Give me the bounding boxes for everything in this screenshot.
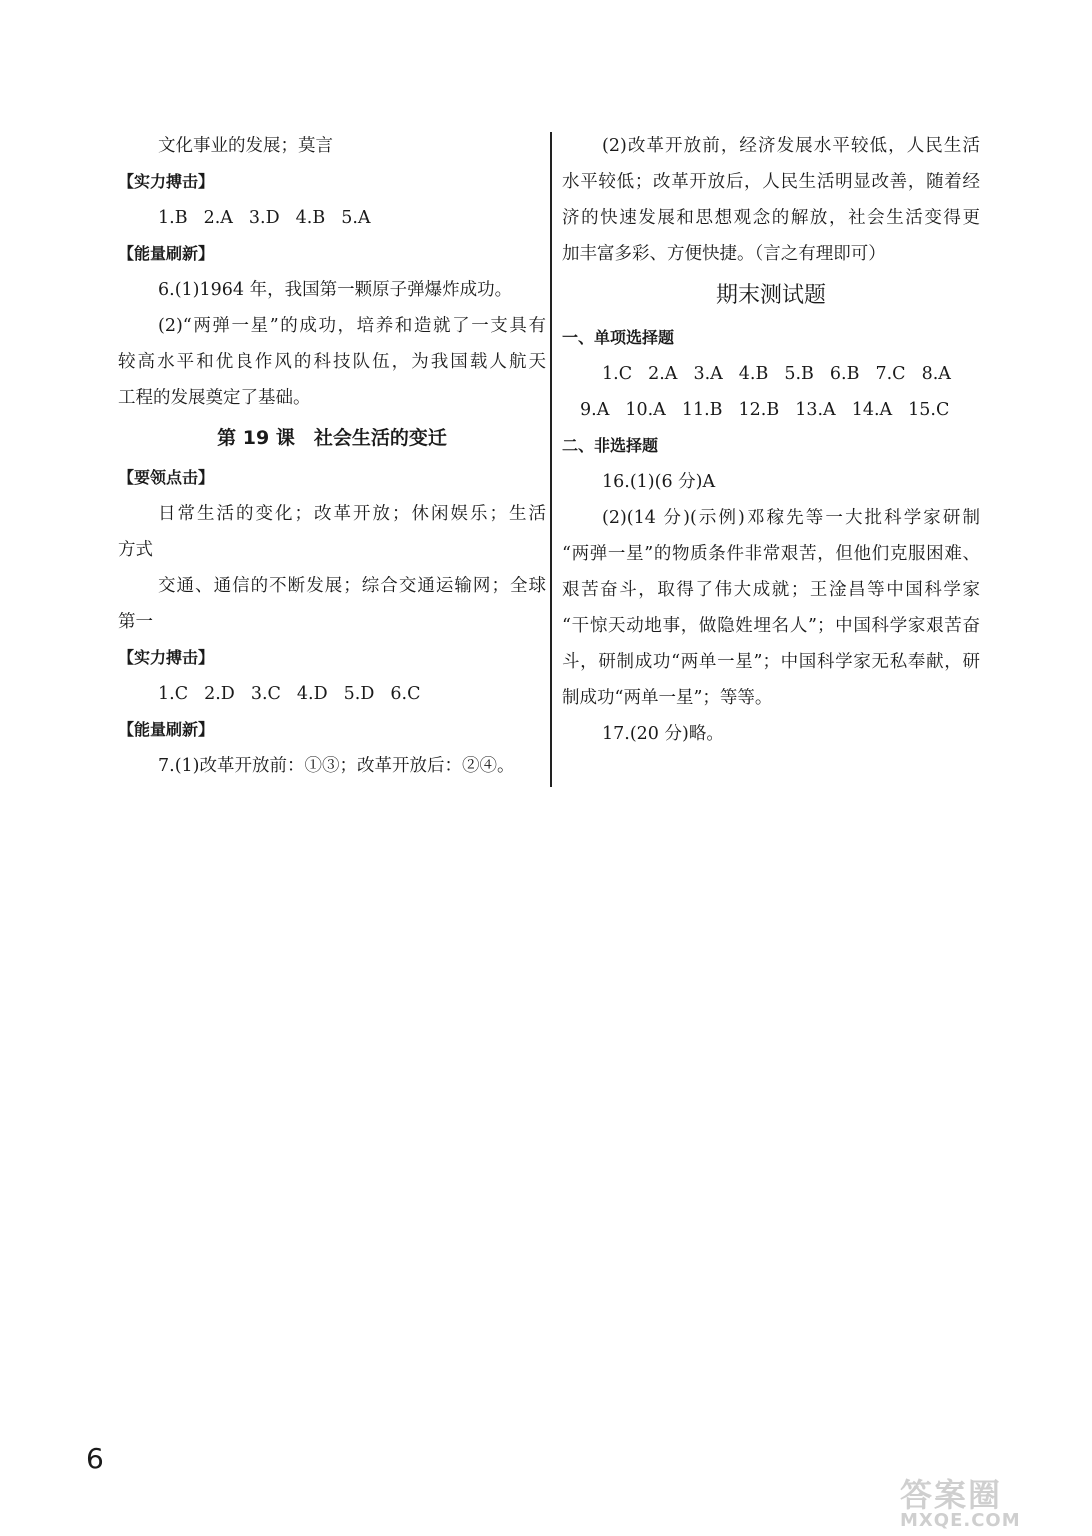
text-line: 斗，研制成功“两单一星”；中国科学家无私奉献，研: [562, 652, 980, 672]
section-heading: 【能量刷新】: [118, 244, 215, 263]
watermark-url: MXQE.COM: [900, 1510, 1021, 1531]
answer: 6.C: [390, 684, 421, 704]
watermark-text: 答案圈: [900, 1476, 1003, 1514]
answer: 11.B: [681, 400, 723, 420]
answer: 12.B: [738, 400, 780, 420]
answer: 5.A: [341, 208, 371, 228]
text-line: 工程的发展奠定了基础。: [118, 388, 311, 408]
column-divider: [550, 132, 552, 787]
answer: 2.A: [648, 364, 678, 384]
text-line: 加丰富多彩、方便快捷。（言之有理即可）: [562, 244, 886, 264]
left-column: [118, 128, 546, 784]
section-heading: 【能量刷新】: [118, 720, 215, 739]
text-line: 6.(1)1964 年，我国第一颗原子弹爆炸成功。: [158, 280, 513, 300]
answer: 15.C: [908, 400, 950, 420]
answer-list: [562, 392, 980, 428]
section-heading: 一、单项选择题: [562, 328, 675, 347]
text-line: 第一: [118, 612, 153, 632]
answer-list: [562, 356, 980, 392]
text-line: 7.(1)改革开放前：①③；改革开放后：②④。: [158, 756, 515, 776]
answer: 1.C: [602, 364, 633, 384]
answer: 7.C: [875, 364, 906, 384]
text-line: 较高水平和优良作风的科技队伍，为我国载人航天: [118, 352, 546, 372]
text-line: 制成功“两单一星”；等等。: [562, 688, 773, 708]
answer: 1.B: [158, 208, 188, 228]
answer: 5.B: [784, 364, 814, 384]
section-heading: 【要领点击】: [118, 468, 215, 487]
answer: 14.A: [851, 400, 893, 420]
lesson-title: 第 19 课 社会生活的变迁: [217, 427, 447, 449]
text-line: 艰苦奋斗，取得了伟大成就；王淦昌等中国科学家: [562, 580, 980, 600]
watermark-logo: [900, 1478, 1080, 1532]
answer: 13.A: [795, 400, 836, 420]
text-line: 济的快速发展和思想观念的解放，社会生活变得更: [562, 208, 980, 228]
text-line: (2)改革开放前，经济发展水平较低，人民生活: [602, 136, 980, 156]
text-line: (2)(14 分)(示例)邓稼先等一大批科学家研制: [602, 508, 980, 528]
answer: 4.B: [738, 364, 769, 384]
text-line: 日常生活的变化；改革开放；休闲娱乐；生活: [158, 504, 546, 524]
text-line: 交通、通信的不断发展；综合交通运输网；全球: [158, 576, 546, 596]
answer: 10.A: [625, 400, 666, 420]
text-line: 方式: [118, 540, 153, 560]
section-heading: 二、非选择题: [562, 436, 659, 455]
text-line: 文化事业的发展；莫言: [158, 136, 333, 156]
answer: 4.B: [295, 208, 326, 228]
text-line: 16.(1)(6 分)A: [602, 472, 716, 492]
text-line: 17.(20 分)略。: [602, 724, 724, 744]
answer: 2.D: [204, 684, 235, 704]
answer: 5.D: [343, 684, 375, 704]
text-line: “两弹一星”的物质条件非常艰苦，但他们克服困难、: [562, 544, 980, 564]
text-line: “干惊天动地事，做隐姓埋名人”；中国科学家艰苦奋: [562, 616, 980, 636]
answer: 1.C: [158, 684, 189, 704]
exam-title: 期末测试题: [715, 283, 826, 308]
answer-list: [118, 200, 546, 236]
answer: 8.A: [921, 364, 951, 384]
section-heading: 【实力搏击】: [118, 648, 215, 667]
right-column: [562, 128, 980, 752]
answer: 4.D: [296, 684, 328, 704]
answer: 9.A: [580, 400, 610, 420]
answer: 6.B: [829, 364, 860, 384]
answer: 3.C: [250, 684, 281, 704]
text-line: (2)“两弹一星”的成功，培养和造就了一支具有: [158, 316, 546, 336]
answer: 3.A: [693, 364, 723, 384]
section-heading: 【实力搏击】: [118, 172, 215, 191]
answer-list: [118, 676, 546, 712]
page-number: 6: [86, 1442, 104, 1475]
answer: 2.A: [203, 208, 233, 228]
answer: 3.D: [248, 208, 280, 228]
text-line: 水平较低；改革开放后，人民生活明显改善，随着经: [562, 172, 980, 192]
